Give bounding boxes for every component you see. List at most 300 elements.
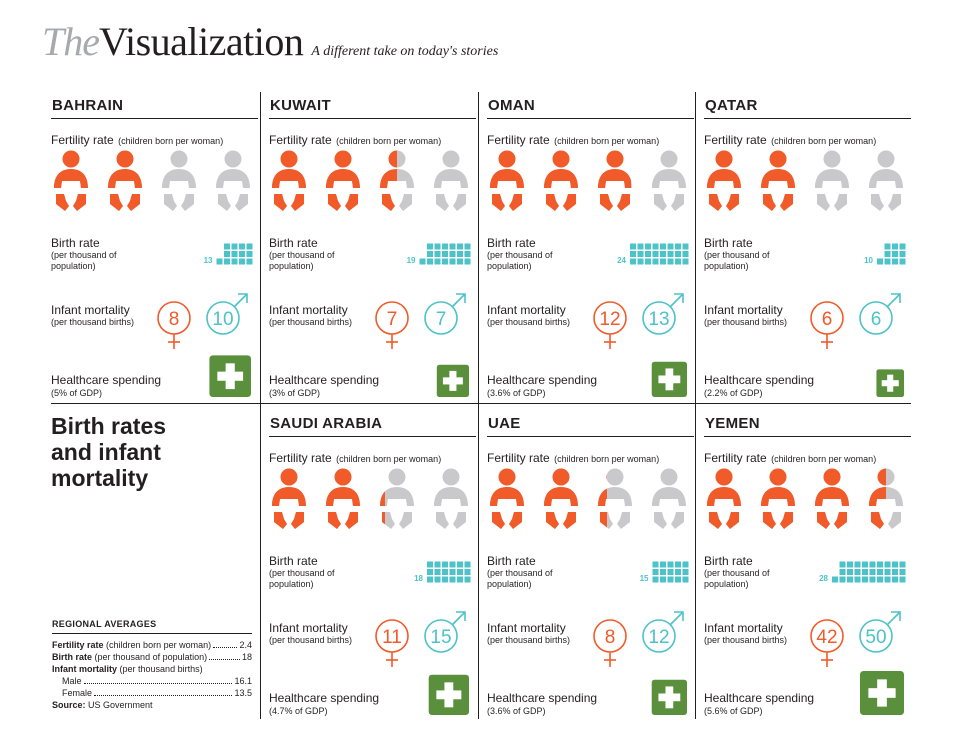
birth-rate-label: Birth rate xyxy=(704,236,753,250)
birth-rate-square xyxy=(442,244,448,250)
infant-mortality-male-value: 13 xyxy=(648,309,670,330)
regional-infant-sub: (per thousand births) xyxy=(119,664,203,674)
infant-mortality-sub: (per thousand births) xyxy=(487,635,571,645)
infant-mortality-sub: (per thousand births) xyxy=(704,317,788,327)
birth-rate-square xyxy=(247,259,253,265)
baby-icon-grey xyxy=(380,469,414,530)
birth-rate-square xyxy=(870,569,876,575)
birth-rate-square xyxy=(653,259,659,265)
healthcare-cross-v xyxy=(877,679,887,706)
birth-rate-square xyxy=(683,562,689,568)
birth-rate-square xyxy=(885,251,891,257)
birth-rate-square xyxy=(653,577,659,583)
birth-rate-square xyxy=(450,562,456,568)
fertility-babies xyxy=(704,468,914,538)
country-name: QATAR xyxy=(705,97,758,114)
birth-rate-square xyxy=(660,569,666,575)
source-row xyxy=(52,699,252,711)
birth-rate-square xyxy=(427,251,433,257)
birth-rate-square xyxy=(660,577,666,583)
birth-rate-square xyxy=(457,259,463,265)
birth-rate-square xyxy=(457,562,463,568)
birth-rate-square xyxy=(465,244,471,250)
male-symbol-arrow xyxy=(234,294,247,307)
birth-rate-chart xyxy=(487,548,694,588)
healthcare-label: Healthcare spending xyxy=(704,691,815,705)
birth-rate-square xyxy=(675,244,681,250)
birth-rate-square xyxy=(862,562,868,568)
male-symbol-arrow xyxy=(452,294,465,307)
masthead-title: Visualization xyxy=(99,19,304,64)
birth-rate-chart xyxy=(487,230,694,270)
birth-rate-square xyxy=(892,577,898,583)
birth-rate-value: 19 xyxy=(406,256,416,265)
birth-rate-square xyxy=(683,569,689,575)
birth-rate-sub: (per thousand of population) xyxy=(487,568,553,589)
healthcare-sub: (5.6% of GDP) xyxy=(704,706,763,716)
birth-rate-square xyxy=(247,244,253,250)
male-symbol-arrow xyxy=(670,612,683,625)
fertility-sub: (children born per woman) xyxy=(554,454,660,464)
fertility-label-row xyxy=(487,449,659,467)
birth-rate-chart xyxy=(51,230,258,270)
birth-rate-square xyxy=(450,577,456,583)
fertility-sub: (children born per woman) xyxy=(336,454,442,464)
birth-rate-label: Birth rate xyxy=(269,236,318,250)
birth-rate-square xyxy=(885,569,891,575)
healthcare-chart xyxy=(269,342,476,402)
healthcare-chart xyxy=(704,342,911,402)
baby-icon xyxy=(326,151,360,212)
regional-birth-row xyxy=(52,651,252,663)
birth-rate-label: Birth rate xyxy=(704,554,753,568)
country-panel xyxy=(51,92,258,406)
birth-rate-square xyxy=(232,244,238,250)
birth-rate-square xyxy=(435,562,441,568)
infant-mortality-male-value: 10 xyxy=(212,309,234,330)
baby-icon xyxy=(761,469,795,530)
regional-infant-label: Infant mortality xyxy=(52,664,118,674)
infant-mortality-label: Infant mortality xyxy=(51,303,130,317)
birth-rate-square xyxy=(870,562,876,568)
baby-icon-grey xyxy=(815,151,849,212)
country-rule xyxy=(487,436,694,437)
birth-rate-square xyxy=(675,251,681,257)
birth-rate-label: Birth rate xyxy=(487,554,536,568)
country-panel xyxy=(487,92,694,406)
fertility-label-row xyxy=(704,449,876,467)
baby-icon-grey xyxy=(434,151,468,212)
healthcare-cross-v xyxy=(887,375,893,392)
birth-rate-square xyxy=(683,577,689,583)
birth-rate-square xyxy=(217,259,223,265)
birth-rate-square xyxy=(457,569,463,575)
birth-rate-square xyxy=(683,251,689,257)
healthcare-chart xyxy=(704,660,911,720)
birth-rate-square xyxy=(877,577,883,583)
healthcare-chart xyxy=(487,660,694,720)
birth-rate-label: Birth rate xyxy=(269,554,318,568)
birth-rate-chart xyxy=(704,230,911,270)
fertility-label: Fertility rate xyxy=(269,133,332,147)
birth-rate-value: 28 xyxy=(819,574,828,583)
infant-mortality-sub: (per thousand births) xyxy=(487,317,571,327)
birth-rate-square xyxy=(885,562,891,568)
infant-mortality-label: Infant mortality xyxy=(269,303,348,317)
birth-rate-square xyxy=(668,569,674,575)
regional-birth-label: Birth rate xyxy=(52,652,93,662)
birth-rate-square xyxy=(840,569,846,575)
birth-rate-square xyxy=(645,244,651,250)
baby-icon xyxy=(544,469,578,530)
birth-rate-square xyxy=(224,244,230,250)
birth-rate-square xyxy=(435,577,441,583)
baby-icon xyxy=(815,469,849,530)
birth-rate-value: 13 xyxy=(203,256,213,265)
healthcare-label: Healthcare spending xyxy=(704,373,815,387)
regional-male-row xyxy=(52,675,252,687)
birth-rate-square xyxy=(840,562,846,568)
birth-rate-square xyxy=(653,562,659,568)
birth-rate-square xyxy=(465,259,471,265)
infant-mortality-female-value: 7 xyxy=(386,309,398,330)
birth-rate-square xyxy=(847,577,853,583)
country-rule xyxy=(51,118,258,119)
fertility-label: Fertility rate xyxy=(487,133,550,147)
baby-icon xyxy=(707,469,741,530)
birth-rate-square xyxy=(885,259,891,265)
birth-rate-square xyxy=(847,562,853,568)
birth-rate-square xyxy=(668,251,674,257)
country-rule xyxy=(487,118,694,119)
regional-averages-title: REGIONAL AVERAGES xyxy=(52,618,252,634)
birth-rate-square xyxy=(832,577,838,583)
birth-rate-square xyxy=(877,259,883,265)
birth-rate-square xyxy=(239,259,245,265)
birth-rate-square xyxy=(427,244,433,250)
birth-rate-square xyxy=(877,562,883,568)
birth-rate-chart xyxy=(269,230,476,270)
birth-rate-square xyxy=(427,569,433,575)
masthead xyxy=(42,18,498,68)
birth-rate-square xyxy=(870,577,876,583)
infant-mortality-male-value: 15 xyxy=(430,627,452,648)
country-rule xyxy=(269,118,476,119)
infant-mortality-female-value: 11 xyxy=(382,627,402,648)
birth-rate-square xyxy=(653,569,659,575)
birth-rate-square xyxy=(465,562,471,568)
fertility-sub: (children born per woman) xyxy=(554,136,660,146)
birth-rate-square xyxy=(630,259,636,265)
birth-rate-square xyxy=(892,244,898,250)
birth-rate-square xyxy=(855,562,861,568)
country-rule xyxy=(704,436,911,437)
birth-rate-square xyxy=(630,244,636,250)
country-panel xyxy=(269,92,476,406)
page-title-line: mortality xyxy=(51,465,149,491)
healthcare-label: Healthcare spending xyxy=(487,373,598,387)
baby-icon-grey xyxy=(652,151,686,212)
baby-icon xyxy=(54,151,88,212)
birth-rate-square xyxy=(638,251,644,257)
infant-mortality-sub: (per thousand births) xyxy=(704,635,788,645)
fertility-label-row xyxy=(704,131,876,149)
birth-rate-square xyxy=(675,577,681,583)
birth-rate-sub: (per thousand of population) xyxy=(487,250,553,271)
birth-rate-sub: (per thousand of population) xyxy=(704,250,770,271)
birth-rate-square xyxy=(900,569,906,575)
infant-mortality-female-value: 8 xyxy=(168,309,180,330)
baby-icon-grey xyxy=(652,469,686,530)
birth-rate-square xyxy=(450,244,456,250)
birth-rate-square xyxy=(885,244,891,250)
birth-rate-value: 15 xyxy=(639,574,649,583)
fertility-babies xyxy=(487,468,697,538)
birth-rate-square xyxy=(855,569,861,575)
birth-rate-square xyxy=(645,251,651,257)
birth-rate-square xyxy=(435,259,441,265)
baby-icon xyxy=(490,469,524,530)
birth-rate-square xyxy=(450,259,456,265)
birth-rate-square xyxy=(465,577,471,583)
regional-birth-sub: (per thousand of population) xyxy=(94,652,208,662)
healthcare-sub: (3.6% of GDP) xyxy=(487,388,546,398)
healthcare-cross-v xyxy=(665,368,673,390)
page-title xyxy=(51,413,166,491)
birth-rate-square xyxy=(450,251,456,257)
birth-rate-square xyxy=(862,577,868,583)
birth-rate-square xyxy=(442,562,448,568)
birth-rate-square xyxy=(450,569,456,575)
infant-mortality-male-value: 50 xyxy=(865,627,887,648)
country-name: UAE xyxy=(488,415,521,432)
baby-icon xyxy=(544,151,578,212)
birth-rate-square xyxy=(638,259,644,265)
baby-icon-grey xyxy=(434,469,468,530)
fertility-babies xyxy=(269,468,479,538)
fertility-label: Fertility rate xyxy=(704,133,767,147)
birth-rate-square xyxy=(239,244,245,250)
healthcare-cross-v xyxy=(226,363,235,389)
page-title-line: and infant xyxy=(51,439,161,465)
infant-mortality-label: Infant mortality xyxy=(704,621,783,635)
birth-rate-sub: (per thousand of population) xyxy=(269,568,335,589)
regional-female-value: 13.5 xyxy=(234,688,252,698)
healthcare-sub: (4.7% of GDP) xyxy=(269,706,328,716)
fertility-sub: (children born per woman) xyxy=(118,136,224,146)
birth-rate-square xyxy=(675,569,681,575)
birth-rate-square xyxy=(653,244,659,250)
country-panel xyxy=(269,410,476,724)
infant-mortality-sub: (per thousand births) xyxy=(51,317,135,327)
regional-male-label: Male xyxy=(62,676,82,686)
baby-icon xyxy=(761,151,795,212)
birth-rate-square xyxy=(435,251,441,257)
masthead-tagline: A different take on today's stories xyxy=(311,44,499,59)
birth-rate-square xyxy=(465,569,471,575)
birth-rate-square xyxy=(653,251,659,257)
country-rule xyxy=(269,436,476,437)
fertility-sub: (children born per woman) xyxy=(771,136,877,146)
birth-rate-square xyxy=(900,577,906,583)
birth-rate-square xyxy=(660,259,666,265)
baby-icon-grey xyxy=(869,151,903,212)
baby-icon xyxy=(108,151,142,212)
healthcare-sub: (3% of GDP) xyxy=(269,388,321,398)
birth-rate-square xyxy=(892,251,898,257)
fertility-babies xyxy=(269,150,479,220)
regional-infant-row xyxy=(52,663,252,675)
infant-mortality-male-value: 12 xyxy=(648,627,670,648)
birth-rate-square xyxy=(442,577,448,583)
regional-fertility-row xyxy=(52,639,252,651)
birth-rate-square xyxy=(683,244,689,250)
birth-rate-square xyxy=(465,251,471,257)
healthcare-cross-v xyxy=(444,682,453,707)
country-name: BAHRAIN xyxy=(52,97,124,114)
fertility-babies xyxy=(51,150,261,220)
birth-rate-square xyxy=(427,562,433,568)
birth-rate-square xyxy=(668,577,674,583)
infant-mortality-label: Infant mortality xyxy=(487,303,566,317)
page-title-line: Birth rates xyxy=(51,413,167,439)
birth-rate-square xyxy=(427,577,433,583)
regional-fertility-sub: (children born per woman) xyxy=(106,640,212,650)
birth-rate-square xyxy=(435,244,441,250)
baby-icon xyxy=(598,151,632,212)
healthcare-cross-v xyxy=(449,371,456,391)
birth-rate-sub: (per thousand of population) xyxy=(269,250,335,271)
birth-rate-square xyxy=(668,244,674,250)
infant-mortality-female-value: 12 xyxy=(599,309,621,330)
birth-rate-square xyxy=(675,562,681,568)
healthcare-sub: (2.2% of GDP) xyxy=(704,388,763,398)
birth-rate-value: 10 xyxy=(864,256,873,265)
birth-rate-square xyxy=(892,259,898,265)
birth-rate-square xyxy=(457,251,463,257)
infant-mortality-female-value: 6 xyxy=(821,309,833,330)
birth-rate-sub: (per thousand of population) xyxy=(704,568,770,589)
birth-rate-square xyxy=(420,259,426,265)
regional-female-label: Female xyxy=(62,688,93,698)
birth-rate-square xyxy=(239,251,245,257)
birth-rate-square xyxy=(885,577,891,583)
fertility-sub: (children born per woman) xyxy=(336,136,442,146)
infant-mortality-label: Infant mortality xyxy=(269,621,348,635)
healthcare-sub: (5% of GDP) xyxy=(51,388,103,398)
birth-rate-square xyxy=(645,259,651,265)
source-label: Source: xyxy=(52,700,86,710)
infant-mortality-male-value: 6 xyxy=(870,309,882,330)
birth-rate-square xyxy=(457,577,463,583)
male-symbol-arrow xyxy=(887,294,900,307)
infant-mortality-female-value: 42 xyxy=(816,627,838,648)
birth-rate-square xyxy=(892,569,898,575)
birth-rate-square xyxy=(862,569,868,575)
healthcare-chart xyxy=(51,342,258,402)
infant-mortality-sub: (per thousand births) xyxy=(269,635,353,645)
birth-rate-square xyxy=(247,251,253,257)
birth-rate-chart xyxy=(269,548,476,588)
infant-mortality-label: Infant mortality xyxy=(704,303,783,317)
baby-icon xyxy=(490,151,524,212)
birth-rate-square xyxy=(630,251,636,257)
birth-rate-square xyxy=(675,259,681,265)
fertility-label: Fertility rate xyxy=(704,451,767,465)
birth-rate-square xyxy=(900,244,906,250)
regional-fertility-label: Fertility rate xyxy=(52,640,104,650)
birth-rate-square xyxy=(435,569,441,575)
birth-rate-square xyxy=(892,562,898,568)
birth-rate-square xyxy=(224,259,230,265)
healthcare-label: Healthcare spending xyxy=(51,373,162,387)
healthcare-label: Healthcare spending xyxy=(487,691,598,705)
birth-rate-square xyxy=(855,577,861,583)
birth-rate-square xyxy=(840,577,846,583)
country-panel xyxy=(487,410,694,724)
birth-rate-square xyxy=(442,259,448,265)
birth-rate-square xyxy=(457,244,463,250)
male-symbol-arrow xyxy=(452,612,465,625)
healthcare-label: Healthcare spending xyxy=(269,373,380,387)
country-name: YEMEN xyxy=(705,415,760,432)
birth-rate-label: Birth rate xyxy=(487,236,536,250)
baby-icon xyxy=(326,469,360,530)
fertility-sub: (children born per woman) xyxy=(771,454,877,464)
infant-mortality-male-value: 7 xyxy=(435,309,447,330)
baby-icon-grey xyxy=(216,151,250,212)
infant-mortality-female-value: 8 xyxy=(604,627,616,648)
regional-fertility-value: 2.4 xyxy=(239,640,252,650)
healthcare-chart xyxy=(487,342,694,402)
baby-icon xyxy=(272,469,306,530)
male-symbol-arrow xyxy=(670,294,683,307)
fertility-babies xyxy=(704,150,914,220)
birth-rate-square xyxy=(442,569,448,575)
birth-rate-value: 24 xyxy=(617,256,626,265)
birth-rate-square xyxy=(900,562,906,568)
regional-averages xyxy=(52,618,252,711)
country-panel xyxy=(704,410,911,724)
fertility-label-row xyxy=(269,449,441,467)
fertility-label-row xyxy=(51,131,223,149)
birth-rate-square xyxy=(668,259,674,265)
birth-rate-square xyxy=(683,259,689,265)
infant-mortality-sub: (per thousand births) xyxy=(269,317,353,327)
baby-icon xyxy=(272,151,306,212)
country-panel xyxy=(704,92,911,406)
birth-rate-square xyxy=(442,251,448,257)
fertility-label: Fertility rate xyxy=(51,133,114,147)
country-rule xyxy=(704,118,911,119)
birth-rate-square xyxy=(427,259,433,265)
country-name: OMAN xyxy=(488,97,536,114)
fertility-label-row xyxy=(269,131,441,149)
source-value: US Government xyxy=(88,700,153,710)
regional-male-value: 16.1 xyxy=(234,676,252,686)
birth-rate-square xyxy=(877,569,883,575)
regional-birth-value: 18 xyxy=(241,652,252,662)
fertility-label: Fertility rate xyxy=(269,451,332,465)
birth-rate-square xyxy=(660,562,666,568)
birth-rate-chart xyxy=(704,548,911,588)
baby-icon xyxy=(707,151,741,212)
male-symbol-arrow xyxy=(887,612,900,625)
fertility-label-row xyxy=(487,131,659,149)
masthead-the: The xyxy=(42,19,99,64)
birth-rate-square xyxy=(900,251,906,257)
fertility-label: Fertility rate xyxy=(487,451,550,465)
